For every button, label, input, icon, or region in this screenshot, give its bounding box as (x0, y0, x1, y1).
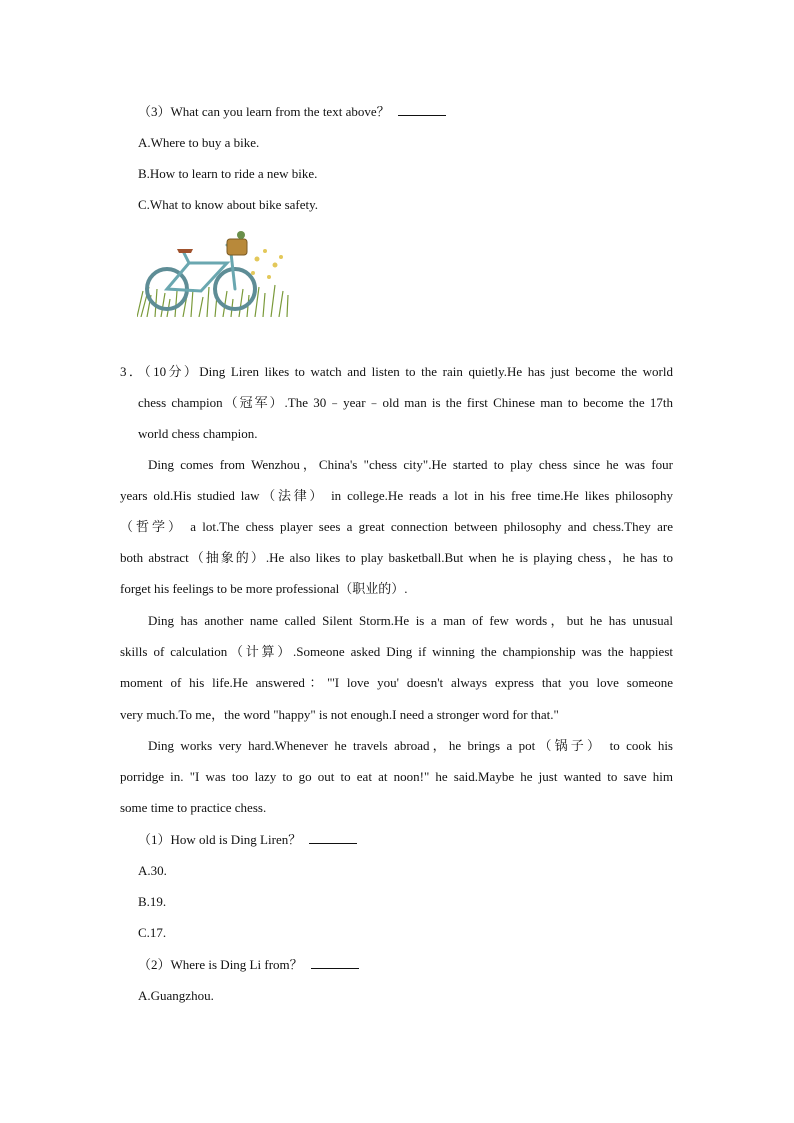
question-1: （1）How old is Ding Liren？ (138, 831, 357, 849)
passage-line: years old.His studied law（法律） in college.He reads a lot in his free time.He likes philosophy (120, 488, 673, 503)
passage-line: Ding comes from Wenzhou，China's "chess city".He started to play chess since he was four (148, 457, 673, 472)
passage-line: very much.To me，the word "happy" is not enough.I need a stronger word for that." (120, 707, 559, 722)
passage-line: both abstract（抽象的）.He also likes to play basketball.But when he is playing chess，he has to (120, 550, 673, 565)
answer-blank[interactable] (309, 831, 357, 844)
option-b: B.How to learn to ride a new bike. (138, 166, 318, 181)
passage-line: world chess champion. (138, 426, 258, 441)
option-a: A.Where to buy a bike. (138, 135, 260, 150)
passage-line: moment of his life.He answered："'I love you' doesn't always express that you love someone (120, 675, 673, 690)
passage-line: chess champion（冠军）.The 30﹣year﹣old man is the first Chinese man to become the 17th (138, 395, 673, 410)
option-c: C.17. (138, 925, 167, 940)
question-3: （3）What can you learn from the text above？ (138, 103, 446, 121)
bicycle-illustration (137, 229, 289, 317)
answer-blank[interactable] (311, 956, 359, 969)
passage-line: some time to practice chess. (120, 800, 267, 815)
option-b: B.19. (138, 894, 167, 909)
passage-line: forget his feelings to be more professional（职业的）. (120, 581, 408, 596)
passage-line: porridge in. "I was too lazy to go out to eat at noon!" he said.Maybe he just wanted to save him (120, 769, 673, 784)
passage-line: 3．（10分）Ding Liren likes to watch and listen to the rain quietly.He has just become the world (120, 364, 673, 379)
answer-blank[interactable] (398, 103, 446, 116)
passage-line: skills of calculation（计算）.Someone asked Ding if winning the championship was the happiest (120, 644, 673, 659)
passage-line: Ding has another name called Silent Storm.He is a man of few words，but he has unusual (148, 613, 673, 628)
passage-line: Ding works very hard.Whenever he travels abroad，he brings a pot（锅子） to cook his (148, 738, 673, 753)
option-a: A.30. (138, 863, 167, 878)
option-a: A.Guangzhou. (138, 988, 214, 1003)
option-c: C.What to know about bike safety. (138, 197, 319, 212)
passage-line: （哲学） a lot.The chess player sees a great connection between philosophy and chess.They are (120, 519, 673, 534)
question-2: （2）Where is Ding Li from？ (138, 956, 359, 974)
